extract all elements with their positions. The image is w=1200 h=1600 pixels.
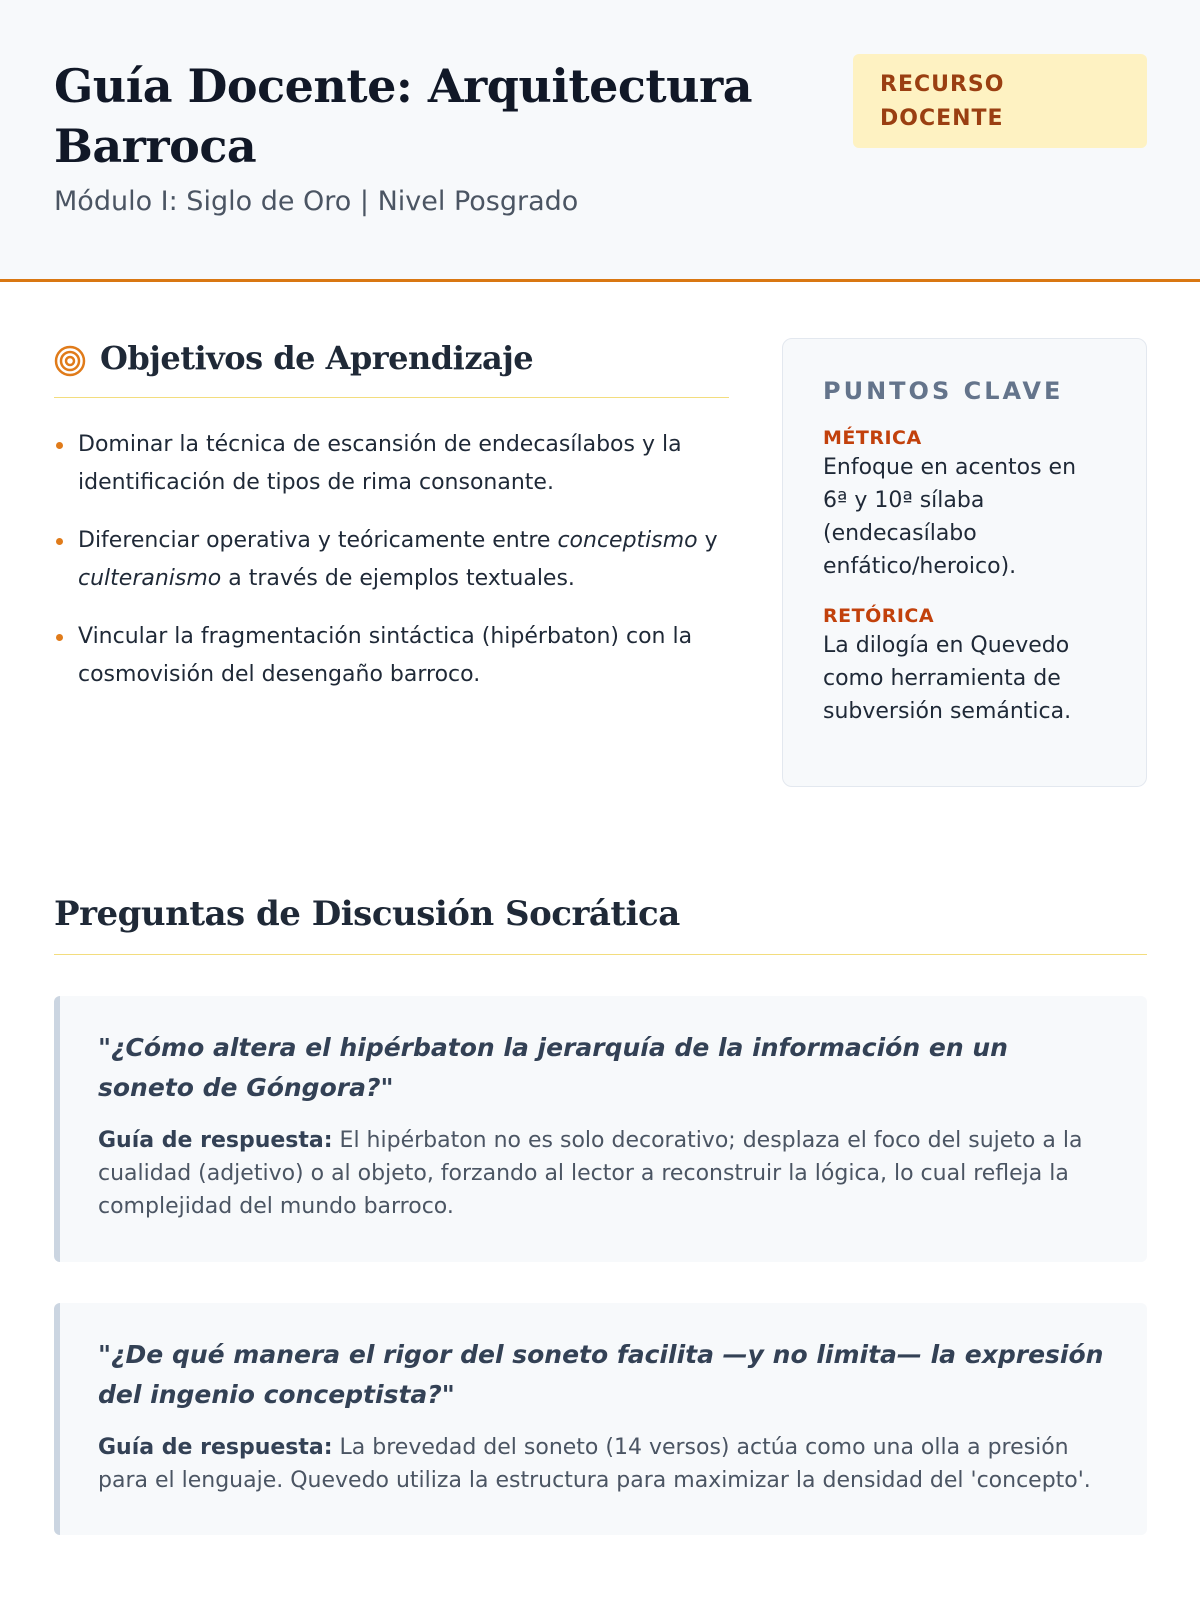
- list-item: [54, 618, 734, 694]
- objectives-heading: Objetivos de Aprendizaje: [100, 339, 534, 377]
- objective-text: Vincular la fragmentación sintáctica (hipérbaton) con la cosmovisión del desengaño barroco.: [78, 624, 693, 687]
- objective-term: culteranismo: [78, 566, 222, 591]
- answer-guide: [98, 1124, 1107, 1223]
- answer-text: La brevedad del soneto (14 versos) actúa como una olla a presión para el lenguaje. Quevedo utiliza la estructura para maximizar la densidad del 'concepto'.: [98, 1435, 1091, 1493]
- page-title: Guía Docente: Arquitectura Barroca: [54, 59, 753, 173]
- discussion-divider: [54, 954, 1147, 955]
- objective-term: conceptismo: [557, 528, 698, 553]
- objective-text: Dominar la técnica de escansión de endecasílabos y la identificación de tipos de rima consonante.: [78, 432, 682, 495]
- resource-badge: RECURSO DOCENTE: [853, 54, 1147, 148]
- objective-text: y: [697, 528, 718, 553]
- question-card: [54, 1303, 1147, 1535]
- objectives-list: [54, 426, 734, 714]
- answer-label: Guía de respuesta:: [98, 1128, 333, 1153]
- list-item: [54, 426, 734, 502]
- objective-text: Diferenciar operativa y teóricamente entre: [78, 528, 558, 553]
- answer-label: Guía de respuesta:: [98, 1435, 333, 1460]
- discussion-heading: Preguntas de Discusión Socrática: [54, 894, 680, 934]
- page-subtitle: Módulo I: Siglo de Oro | Nivel Posgrado: [54, 186, 579, 217]
- key-point-text: Enfoque en acentos en 6ª y 10ª sílaba (endecasílabo enfático/heroico).: [823, 455, 1077, 579]
- answer-guide: [98, 1431, 1107, 1497]
- key-points-box: [782, 338, 1147, 787]
- list-item: [54, 522, 734, 598]
- document-header: [0, 0, 1200, 282]
- target-icon: [54, 345, 86, 377]
- key-points-heading: PUNTOS CLAVE: [823, 377, 1064, 405]
- answer-text: El hipérbaton no es solo decorativo; desplaza el foco del sujeto a la cualidad (adjetivo) o al objeto, forzando al lector a reconstruir la lógica, lo cual refleja la complejidad del mundo barroco.: [98, 1128, 1083, 1219]
- question-text: "¿De qué manera el rigor del soneto facilita —y no limita— la expresión del ingenio conceptista?": [98, 1340, 1104, 1409]
- key-point-label: RETÓRICA: [823, 605, 935, 627]
- question-card: [54, 996, 1147, 1262]
- key-point-text: La dilogía en Quevedo como herramienta de subversión semántica.: [823, 633, 1072, 724]
- key-point-label: MÉTRICA: [823, 427, 922, 449]
- objective-text: a través de ejemplos textuales.: [221, 566, 575, 591]
- question-text: "¿Cómo altera el hipérbaton la jerarquía de la información en un soneto de Góngora?": [98, 1033, 1008, 1102]
- objectives-divider: [54, 397, 729, 398]
